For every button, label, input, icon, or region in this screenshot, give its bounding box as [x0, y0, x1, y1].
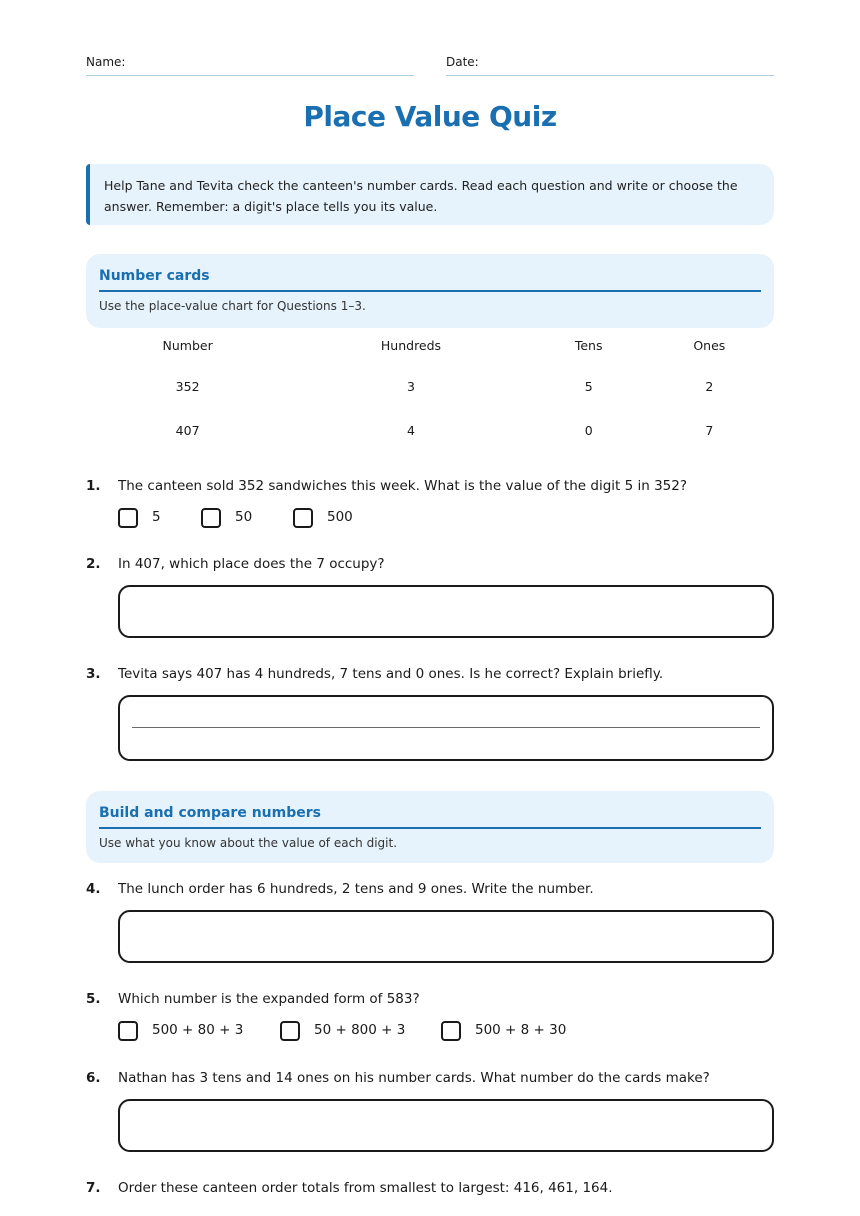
header-ones: Ones	[693, 338, 726, 353]
option-label: 500 + 80 + 3	[152, 1022, 244, 1038]
checkbox[interactable]	[293, 508, 313, 528]
header-hundreds: Hundreds	[380, 338, 442, 353]
table-cell: 352	[175, 378, 200, 394]
name-label: Name:	[86, 55, 126, 69]
table-header-row	[86, 338, 774, 364]
question-number: 5.	[86, 991, 101, 1007]
answer-box[interactable]	[118, 695, 774, 761]
section-number-cards	[86, 254, 774, 328]
question-text: Which number is the expanded form of 583?	[118, 991, 420, 1007]
table-cell: 4	[407, 422, 415, 438]
question-number: 2.	[86, 556, 101, 572]
answer-box[interactable]	[118, 910, 774, 963]
answer-box[interactable]	[118, 1099, 774, 1152]
header-number: Number	[162, 338, 213, 353]
checkbox[interactable]	[118, 508, 138, 528]
checkbox[interactable]	[201, 508, 221, 528]
question-number: 7.	[86, 1180, 101, 1196]
table-cell: 3	[407, 378, 415, 394]
question-text: The canteen sold 352 sandwiches this week. What is the value of the digit 5 in 352?	[118, 478, 688, 494]
question-text: Nathan has 3 tens and 14 ones on his number cards. What number do the cards make?	[118, 1070, 710, 1086]
date-field[interactable]	[446, 54, 774, 76]
place-value-chart	[86, 338, 774, 452]
header-tens: Tens	[574, 338, 603, 353]
name-field[interactable]	[86, 54, 414, 76]
table-row	[86, 408, 774, 452]
table-cell: 7	[705, 422, 714, 438]
checkbox[interactable]	[118, 1021, 138, 1041]
question-text: Order these canteen order totals from smallest to largest: 416, 461, 164.	[118, 1180, 613, 1196]
checkbox[interactable]	[280, 1021, 300, 1041]
checkbox[interactable]	[441, 1021, 461, 1041]
question-number: 6.	[86, 1070, 101, 1086]
option-label: 50 + 800 + 3	[314, 1022, 406, 1038]
table-cell: 5	[584, 378, 593, 394]
section-note: Use the place-value chart for Questions 1–3.	[99, 299, 366, 313]
table-cell: 407	[175, 422, 200, 438]
section-note: Use what you know about the value of each digit.	[99, 836, 398, 850]
question-text: In 407, which place does the 7 occupy?	[118, 556, 385, 572]
section-title: Build and compare numbers	[99, 803, 761, 829]
intro-callout: Help Tane and Tevita check the canteen's number cards. Read each question and write or choose the answer. Remember: a digit's place tells you its value.	[86, 164, 774, 225]
question-number: 1.	[86, 478, 101, 494]
table-row	[86, 364, 774, 408]
option-label: 500 + 8 + 30	[475, 1022, 567, 1038]
table-cell: 2	[705, 378, 714, 394]
writing-line	[132, 727, 760, 728]
table-cell: 0	[584, 422, 593, 438]
question-text: Tevita says 407 has 4 hundreds, 7 tens and 0 ones. Is he correct? Explain briefly.	[118, 666, 664, 682]
answer-box[interactable]	[118, 585, 774, 638]
option-label: 5	[152, 509, 161, 525]
date-label: Date:	[446, 55, 479, 69]
section-title: Number cards	[99, 266, 761, 292]
question-text: The lunch order has 6 hundreds, 2 tens and 9 ones. Write the number.	[118, 881, 594, 897]
option-label: 50	[235, 509, 253, 525]
section-build-compare	[86, 791, 774, 863]
question-number: 4.	[86, 881, 101, 897]
question-number: 3.	[86, 666, 101, 682]
header-fields	[86, 54, 774, 76]
page-title: Place Value Quiz	[303, 100, 557, 133]
option-label: 500	[327, 509, 353, 525]
